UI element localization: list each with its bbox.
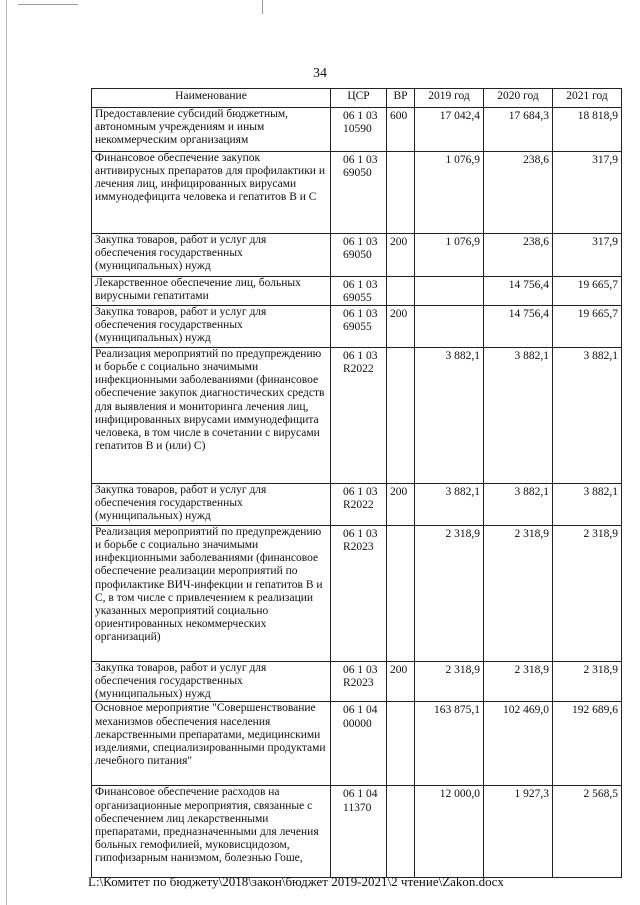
row-vr: 200 bbox=[387, 662, 415, 702]
document-file-path: L:\Комитет по бюджету\2018\закон\бюджет 2019-2021\2 чтение\Zakon.docx bbox=[88, 874, 504, 889]
row-2019: 163 875,1 bbox=[415, 702, 484, 786]
row-2020: 14 756,4 bbox=[484, 306, 553, 348]
row-csr: 06 1 03 10590 bbox=[331, 108, 387, 152]
row-csr: 06 1 03 R2022 bbox=[331, 484, 387, 526]
row-csr: 06 1 03 69050 bbox=[331, 152, 387, 234]
row-2021: 19 665,7 bbox=[553, 306, 622, 348]
table-row bbox=[92, 152, 622, 234]
row-csr: 06 1 04 00000 bbox=[331, 702, 387, 786]
row-2020: 238,6 bbox=[484, 152, 553, 234]
scan-mark bbox=[18, 4, 78, 5]
row-csr: 06 1 03 R2023 bbox=[331, 526, 387, 662]
header-2019: 2019 год bbox=[415, 89, 484, 108]
row-2019: 2 318,9 bbox=[415, 662, 484, 702]
row-name: Финансовое обеспечение расходов на организационные мероприятия, связанные с обеспечением лиц лекарственными препаратами, предназначенными для лечения больных гемофилией, муковисцидозом, гипофизарным нанизмом, болезнью Гоше, bbox=[92, 786, 331, 878]
row-csr: 06 1 03 R2022 bbox=[331, 348, 387, 484]
header-csr: ЦСР bbox=[331, 89, 387, 108]
row-csr: 06 1 04 11370 bbox=[331, 786, 387, 878]
row-2020: 14 756,4 bbox=[484, 277, 553, 306]
table-row bbox=[92, 306, 622, 348]
row-2021: 2 568,5 bbox=[553, 786, 622, 878]
row-2021: 2 318,9 bbox=[553, 662, 622, 702]
row-2020: 3 882,1 bbox=[484, 484, 553, 526]
row-2021: 317,9 bbox=[553, 152, 622, 234]
row-vr: 200 bbox=[387, 234, 415, 277]
row-name: Реализация мероприятий по предупреждению и борьбе с социально значимыми инфекционными заболеваниями (финансовое обеспечение реализации мероприятий по профилактике ВИЧ-инфекции и гепатитов В и С, в том числе с привлечением к реализации указанных мероприятий социально ориентированных некоммерческих организаций) bbox=[92, 526, 331, 662]
row-vr: 200 bbox=[387, 306, 415, 348]
row-name: Закупка товаров, работ и услуг для обеспечения государственных (муниципальных) нужд bbox=[92, 662, 331, 702]
row-csr: 06 1 03 69050 bbox=[331, 234, 387, 277]
row-2020: 238,6 bbox=[484, 234, 553, 277]
row-vr bbox=[387, 277, 415, 306]
row-name: Предоставление субсидий бюджетным, автономным учреждениям и иным некоммерческим организациям bbox=[92, 108, 331, 152]
page-number: 34 bbox=[313, 66, 327, 81]
row-2020: 2 318,9 bbox=[484, 526, 553, 662]
row-2019: 12 000,0 bbox=[415, 786, 484, 878]
row-2021: 3 882,1 bbox=[553, 348, 622, 484]
table-row bbox=[92, 702, 622, 786]
row-2020: 102 469,0 bbox=[484, 702, 553, 786]
row-2019: 17 042,4 bbox=[415, 108, 484, 152]
header-vr: ВР bbox=[387, 89, 415, 108]
row-csr: 06 1 03 69055 bbox=[331, 306, 387, 348]
row-2021: 192 689,6 bbox=[553, 702, 622, 786]
row-vr bbox=[387, 786, 415, 878]
table-row bbox=[92, 108, 622, 152]
row-2021: 19 665,7 bbox=[553, 277, 622, 306]
table-header-row bbox=[92, 89, 622, 108]
row-vr bbox=[387, 526, 415, 662]
table-row bbox=[92, 277, 622, 306]
table-row bbox=[92, 484, 622, 526]
budget-table bbox=[91, 88, 622, 878]
table-row bbox=[92, 234, 622, 277]
row-name: Лекарственное обеспечение лиц, больных вирусными гепатитами bbox=[92, 277, 331, 306]
row-name: Основное мероприятие "Совершенствование механизмов обеспечения населения лекарственными препаратами, медицинскими изделиями, специализированными продуктами лечебного питания" bbox=[92, 702, 331, 786]
row-2021: 3 882,1 bbox=[553, 484, 622, 526]
row-2019: 2 318,9 bbox=[415, 526, 484, 662]
table-row bbox=[92, 786, 622, 878]
row-2020: 2 318,9 bbox=[484, 662, 553, 702]
row-2021: 18 818,9 bbox=[553, 108, 622, 152]
row-2020: 1 927,3 bbox=[484, 786, 553, 878]
row-2020: 3 882,1 bbox=[484, 348, 553, 484]
row-name: Закупка товаров, работ и услуг для обеспечения государственных (муниципальных) нужд bbox=[92, 234, 331, 277]
row-name: Финансовое обеспечение закупок антивирусных препаратов для профилактики и лечения лиц, инфицированных вирусами иммунодефицита человека и гепатитов В и С bbox=[92, 152, 331, 234]
row-vr: 200 bbox=[387, 484, 415, 526]
header-2021: 2021 год bbox=[553, 89, 622, 108]
row-vr bbox=[387, 702, 415, 786]
row-vr: 600 bbox=[387, 108, 415, 152]
row-name: Реализация мероприятий по предупреждению и борьбе с социально значимыми инфекционными заболеваниями (финансовое обеспечение закупок диагностических средств для выявления и мониторинга лечения лиц, инфицированных вирусами иммунодефицита человека, в том числе в сочетании с вирусами гепатитов В и (или) С) bbox=[92, 348, 331, 484]
row-name: Закупка товаров, работ и услуг для обеспечения государственных (муниципальных) нужд bbox=[92, 484, 331, 526]
row-vr bbox=[387, 152, 415, 234]
row-2019 bbox=[415, 306, 484, 348]
row-2019: 1 076,9 bbox=[415, 152, 484, 234]
row-csr: 06 1 03 R2023 bbox=[331, 662, 387, 702]
table-row bbox=[92, 662, 622, 702]
row-name: Закупка товаров, работ и услуг для обеспечения государственных (муниципальных) нужд bbox=[92, 306, 331, 348]
row-2021: 2 318,9 bbox=[553, 526, 622, 662]
header-2020: 2020 год bbox=[484, 89, 553, 108]
row-2020: 17 684,3 bbox=[484, 108, 553, 152]
row-csr: 06 1 03 69055 bbox=[331, 277, 387, 306]
row-2019: 1 076,9 bbox=[415, 234, 484, 277]
row-2021: 317,9 bbox=[553, 234, 622, 277]
scan-mark bbox=[262, 0, 263, 14]
table-row bbox=[92, 526, 622, 662]
scan-edge-line bbox=[6, 0, 7, 905]
row-2019 bbox=[415, 277, 484, 306]
header-name: Наименование bbox=[92, 89, 331, 108]
table-row bbox=[92, 348, 622, 484]
row-2019: 3 882,1 bbox=[415, 348, 484, 484]
row-vr bbox=[387, 348, 415, 484]
row-2019: 3 882,1 bbox=[415, 484, 484, 526]
